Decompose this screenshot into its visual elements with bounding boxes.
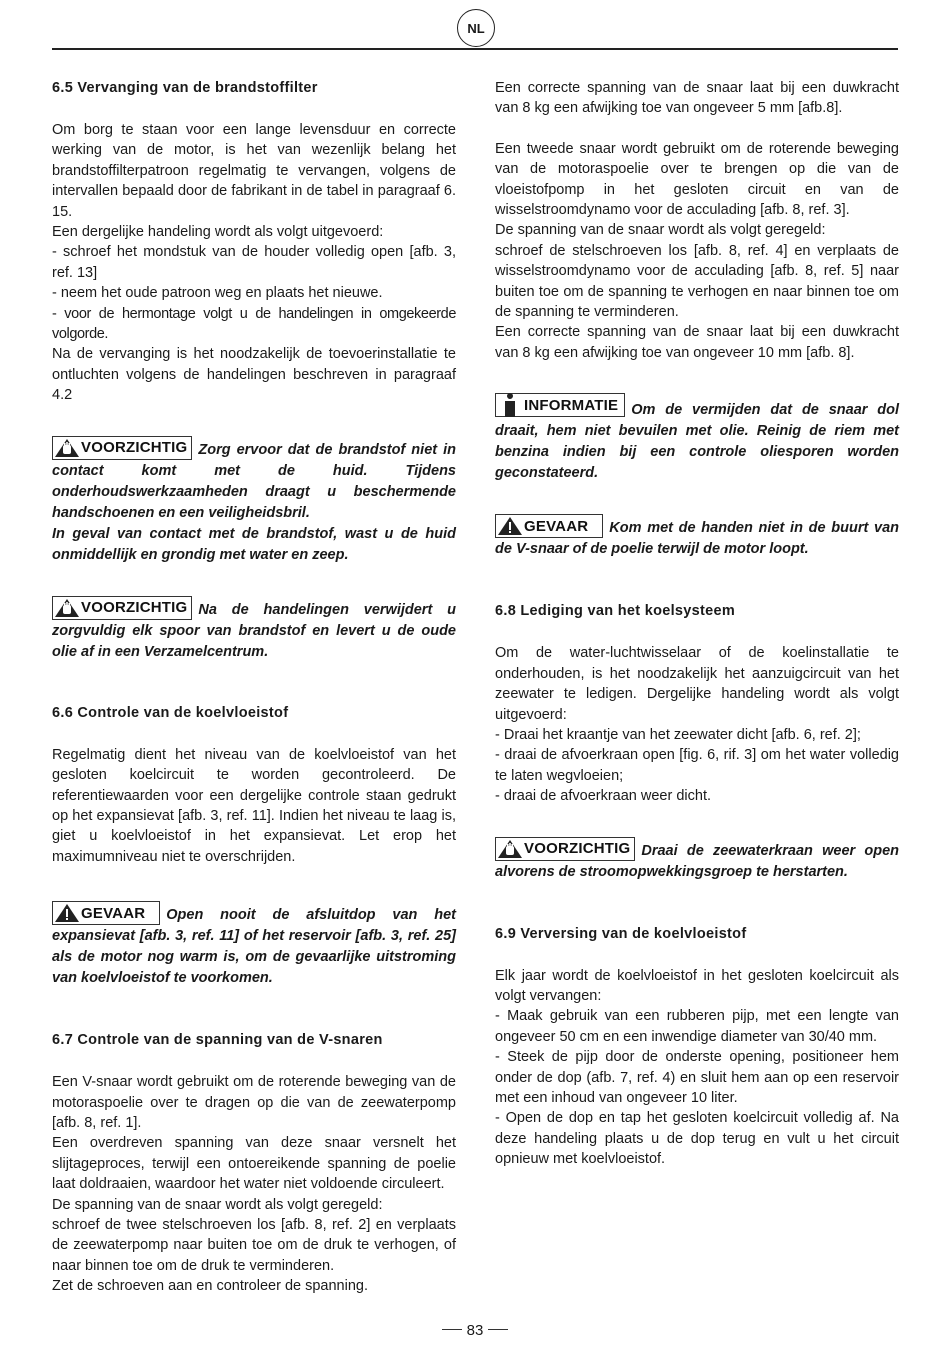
right-column <box>495 78 899 1170</box>
paragraph: Een correcte spanning van de snaar laat bij een duwkracht van 8 kg een afwijking toe van ongeveer 5 mm [afb.8]. <box>495 80 899 117</box>
section-6-9-title: 6.9 Verversing van de koelvloeistof <box>495 925 747 942</box>
paragraph: Zet de schroeven aan en controleer de spanning. <box>52 1278 368 1295</box>
info-label: INFORMATIE <box>495 393 625 417</box>
page-number: 83 <box>466 1322 484 1339</box>
hand-stop-warning-icon <box>53 437 81 459</box>
caution-label: VOORZICHTIG <box>495 837 635 861</box>
paragraph: De spanning van de snaar wordt als volgt geregeld: <box>495 222 826 239</box>
caution-notice: VOORZICHTIG Draai de zeewaterkraan weer open alvorens de stroomopwekkingsgroep te herstarten. <box>495 837 899 883</box>
caution-notice-continued: In geval van contact met de brandstof, wast u de huid onmiddellijk en grondig met water en zeep. <box>52 525 456 563</box>
list-item: - neem het oude patroon weg en plaats het nieuwe. <box>52 285 383 302</box>
paragraph: schroef de twee stelschroeven los [afb. 8, ref. 2] en verplaats de zeewaterpomp naar buiten toe om de druk te verhogen, of naar binnen toe om de druk te verminderen. <box>52 1216 456 1274</box>
paragraph: Na de vervanging is het noodzakelijk de toevoerinstallatie te ontluchten volgens de handelingen beschreven in paragraaf 4.2 <box>52 346 456 404</box>
footer-dash <box>488 1329 508 1330</box>
paragraph: Een V-snaar wordt gebruikt om de roterende beweging van de motoraspoelie over te dragen op die van de zeewaterpomp [afb. 8, ref. 1]. <box>52 1074 456 1131</box>
info-notice: INFORMATIE Om de vermijden dat de snaar dol draait, hem niet bevuilen met olie. Reinig de riem met benzina indien bij een controle oliesporen worden geconstateerd. <box>495 393 899 484</box>
danger-label: GEVAAR <box>495 514 603 538</box>
paragraph: De spanning van de snaar wordt als volgt geregeld: <box>52 1196 383 1213</box>
hand-stop-warning-icon <box>53 597 81 619</box>
paragraph: schroef de stelschroeven los [afb. 8, ref. 4] en verplaats de wisselstroomdynamo voor de acculading [afb. 8, ref. 5] naar buiten toe om de spanning te verhogen en naar binnen toe om de spanning te verminderen. <box>495 242 899 321</box>
danger-label: GEVAAR <box>52 901 160 925</box>
exclamation-warning-icon <box>496 515 524 537</box>
danger-notice: GEVAAR Kom met de handen niet in de buurt van de V-snaar of de poelie terwijl de motor loopt. <box>495 514 899 560</box>
list-item: - Steek de pijp door de onderste opening, positioneer hem onder de dop (afb. 7, ref. 4) en sluit hem aan op een reservoir met een inhoud van ongeveer 10 liter. <box>495 1049 899 1106</box>
paragraph: Een correcte spanning van de snaar laat bij een duwkracht van 8 kg een afwijking toe van ongeveer 10 mm [afb. 8]. <box>495 324 899 361</box>
paragraph: Elk jaar wordt de koelvloeistof in het gesloten koelcircuit als volgt vervangen: <box>495 967 899 1004</box>
header-rule <box>52 48 898 50</box>
hand-stop-warning-icon <box>496 838 524 860</box>
list-item: - Open de dop en tap het gesloten koelcircuit volledig af. Na deze handeling plaats u de dop terug en vult u het circuit opnieuw met koelvloeistof. <box>495 1110 899 1168</box>
paragraph: Om de water-luchtwisselaar of de koelinstallatie te onderhouden, is het noodzakelijk het aanzuigcircuit van het zeewater te ledigen. Dergelijke handeling wordt als volgt uitgevoerd: <box>495 645 899 723</box>
paragraph: Een dergelijke handeling wordt als volgt uitgevoerd: <box>52 224 384 241</box>
list-item: - draai de afvoerkraan weer dicht. <box>495 788 711 805</box>
section-6-6-title: 6.6 Controle van de koelvloeistof <box>52 704 289 721</box>
exclamation-warning-icon <box>53 902 81 924</box>
footer-dash <box>442 1329 462 1330</box>
caution-label: VOORZICHTIG <box>52 596 192 620</box>
caution-label: VOORZICHTIG <box>52 436 192 460</box>
list-item: - Draai het kraantje van het zeewater dicht [afb. 6, ref. 2]; <box>495 726 861 743</box>
paragraph: Een tweede snaar wordt gebruikt om de roterende beweging van de motoraspoelie over te brengen op die van de vloeistofpomp in het gesloten circuit en van de wisselstroomdynamo voor de acculading [afb. 8, ref. 3]. <box>495 140 899 219</box>
list-item: - Maak gebruik van een rubberen pijp, met een lengte van ongeveer 50 cm en een inwendige diameter van 30/40 mm. <box>495 1008 899 1045</box>
info-i-icon <box>496 394 524 416</box>
language-badge: NL <box>457 9 495 47</box>
list-item: - schroef het mondstuk van de houder volledig open [afb. 3, ref. 13] <box>52 244 456 281</box>
section-6-5-title: 6.5 Vervanging van de brandstoffilter <box>52 80 318 96</box>
danger-notice: GEVAAR Open nooit de afsluitdop van het expansievat [afb. 3, ref. 11] of het reservoir [afb. 3, ref. 25] als de motor nog warm is, om de gevaarlijke uitstroming van koelvloeistof te voorkomen. <box>52 901 456 989</box>
section-6-7-title: 6.7 Controle van de spanning van de V-snaren <box>52 1032 383 1049</box>
paragraph: Regelmatig dient het niveau van de koelvloeistof van het gesloten koelcircuit te worden gecontroleerd. De referentiewaarden voor een dergelijke controle staan gedrukt op het expansievat [afb. 3, ref. 11]. Indien het niveau te laag is, giet u koelvloeistof in het expansievat. Let erop het maximumniveau niet te overschrijden. <box>52 746 456 865</box>
left-column <box>52 78 456 1297</box>
section-6-8-title: 6.8 Lediging van het koelsysteem <box>495 603 736 620</box>
paragraph: Een overdreven spanning van deze snaar versnelt het slijtageproces, terwijl een ontoereikende spanning de poelie laat doldraaien, waardoor het water niet voldoende circuleert. <box>52 1135 456 1193</box>
list-item: - voor de hermontage volgt u de handelingen in omgekeerde volgorde. <box>52 305 456 343</box>
page-footer <box>0 1322 950 1339</box>
caution-notice: VOORZICHTIG Zorg ervoor dat de brandstof niet in contact komt met de huid. Tijdens onderhoudswerkzaamheden draagt u beschermende handschoenen en een veiligheidsbril. <box>52 436 456 524</box>
paragraph: Om borg te staan voor een lange levensduur en correcte werking van de motor, is het van wezenlijk belang het brandstoffilterpatroon regelmatig te vervangen, volgens de intervallen bepaald door de fabrikant in de tabel in paragraaf 6. 15. <box>52 122 456 220</box>
caution-notice: VOORZICHTIG Na de handelingen verwijdert u zorgvuldig elk spoor van brandstof en levert u de oude olie af in een Verzamelcentrum. <box>52 596 456 663</box>
list-item: - draai de afvoerkraan open [fig. 6, rif. 3] om het water volledig te laten wegvloeien; <box>495 747 899 784</box>
